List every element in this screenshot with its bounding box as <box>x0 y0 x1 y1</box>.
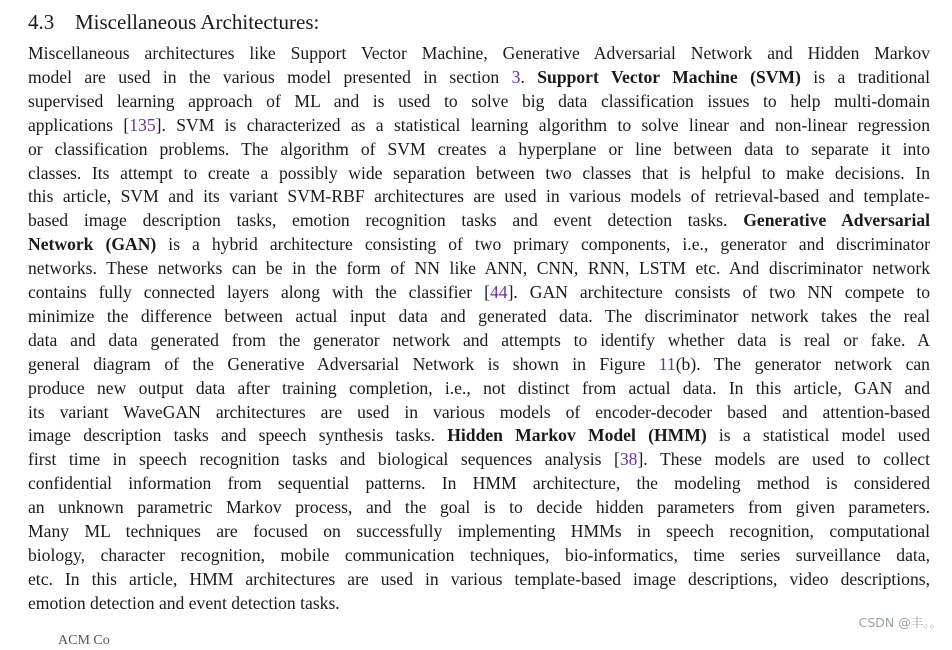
section-heading <box>28 9 319 35</box>
text-run: supervised learning approach of ML and is used to solve big data classification issues to help multi-domain <box>28 90 930 111</box>
text-run: is a hybrid architecture consisting of two primary components, i.e., generator and discriminator <box>156 234 930 255</box>
reference-link[interactable]: 44 <box>489 282 508 302</box>
paragraph-line <box>28 568 930 590</box>
paragraph-line <box>28 42 930 64</box>
text-run: minimize the difference between actual input data and generated data. The discriminator network takes the real <box>28 305 930 326</box>
bold-term: Hidden Markov Model (HMM) <box>447 425 707 446</box>
paragraph-line <box>28 138 930 160</box>
text-run: is a traditional <box>800 66 930 87</box>
text-run: first time in speech recognition tasks and biological sequences analysis [ <box>28 449 620 470</box>
paragraph-line <box>28 353 930 375</box>
paragraph-line <box>28 90 930 112</box>
page-footer-fragment: ACM Co <box>58 633 110 648</box>
paragraph-line <box>28 114 930 136</box>
bold-term: Support Vector Machine (SVM) <box>537 66 801 87</box>
paragraph-line <box>28 281 930 303</box>
text-run: ]. These models are used to collect <box>637 449 930 470</box>
text-run: (b). The generator network can <box>675 353 930 374</box>
csdn-watermark: CSDN @丰。。 <box>858 615 942 630</box>
paragraph-line <box>28 520 930 542</box>
paragraph-line <box>28 496 930 518</box>
text-run: applications [ <box>28 114 130 135</box>
text-run: or classification problems. The algorithm of SVM creates a hyperplane or line between data to separate it into <box>28 138 930 159</box>
section-title: Miscellaneous Architectures: <box>75 10 320 34</box>
text-run: etc. In this article, HMM architectures are used in various template-based image descriptions, video descriptions, <box>28 568 930 589</box>
text-run: contains fully connected layers along with the classifier [ <box>28 282 490 302</box>
paragraph-line <box>28 257 930 279</box>
text-run: its variant WaveGAN architectures are used in various models of encoder-decoder based and attention-based <box>28 401 930 422</box>
text-run: networks. These networks can be in the form of NN like ANN, CNN, RNN, LSTM etc. And discriminator network <box>28 258 930 279</box>
text-run: biology, character recognition, mobile communication techniques, bio-informatics, time series surveillance data, <box>28 544 930 565</box>
paragraph-line <box>28 424 930 446</box>
text-run: image description tasks and speech synthesis tasks. <box>28 425 448 446</box>
text-run: model are used in the various model presented in section <box>28 66 512 87</box>
text-run: this article, SVM and its variant SVM-RBF architectures are used in various models of retrieval-based and template- <box>28 186 930 207</box>
reference-link[interactable]: 11 <box>658 353 676 374</box>
paragraph-line <box>28 592 930 614</box>
text-run: emotion detection and event detection tasks. <box>28 592 340 613</box>
text-run: ]. SVM is characterized as a statistical learning algorithm to solve linear and non-linear regression <box>155 114 930 135</box>
paragraph-line <box>28 185 930 207</box>
text-run: an unknown parametric Markov process, and the goal is to decide hidden parameters from given parameters. <box>28 497 930 518</box>
paragraph-line <box>28 401 930 423</box>
text-run: based image description tasks, emotion recognition tasks and event detection tasks. <box>28 210 744 231</box>
bold-term: Network (GAN) <box>28 234 157 255</box>
text-run: data and data generated from the generator network and attempts to identify whether data is real or fake. A <box>28 329 930 350</box>
paragraph-line <box>28 66 930 88</box>
text-run: . <box>520 66 538 87</box>
paragraph-line <box>28 448 930 470</box>
paragraph-line <box>28 329 930 351</box>
text-run: classes. Its attempt to create a possibly wide separation between two classes that is helpful to make decisions. In <box>28 162 930 183</box>
reference-link[interactable]: 3 <box>511 66 521 87</box>
text-run: Many ML techniques are focused on successfully implementing HMMs in speech recognition, computational <box>28 521 930 541</box>
reference-link[interactable]: 38 <box>619 449 638 470</box>
paragraph-line <box>28 305 930 327</box>
paragraph-line <box>28 209 930 231</box>
text-run: general diagram of the Generative Adversarial Network is shown in Figure <box>28 353 659 374</box>
text-run: Miscellaneous architectures like Support Vector Machine, Generative Adversarial Network and Hidden Markov <box>28 43 930 63</box>
bold-term: Generative Adversarial <box>743 210 931 231</box>
text-run: ]. GAN architecture consists of two NN compete to <box>507 282 930 302</box>
text-run: produce new output data after training completion, i.e., not distinct from actual data. In this article, GAN and <box>28 377 930 398</box>
reference-link[interactable]: 135 <box>129 114 156 135</box>
text-run: confidential information from sequential patterns. In HMM architecture, the modeling method is considered <box>28 473 930 494</box>
paragraph-line <box>28 472 930 494</box>
paragraph-line <box>28 233 930 255</box>
text-run: is a statistical model used <box>706 425 930 446</box>
section-number: 4.3 <box>28 10 55 34</box>
paragraph-line <box>28 162 930 184</box>
paragraph-line <box>28 377 930 399</box>
paragraph-line <box>28 544 930 566</box>
